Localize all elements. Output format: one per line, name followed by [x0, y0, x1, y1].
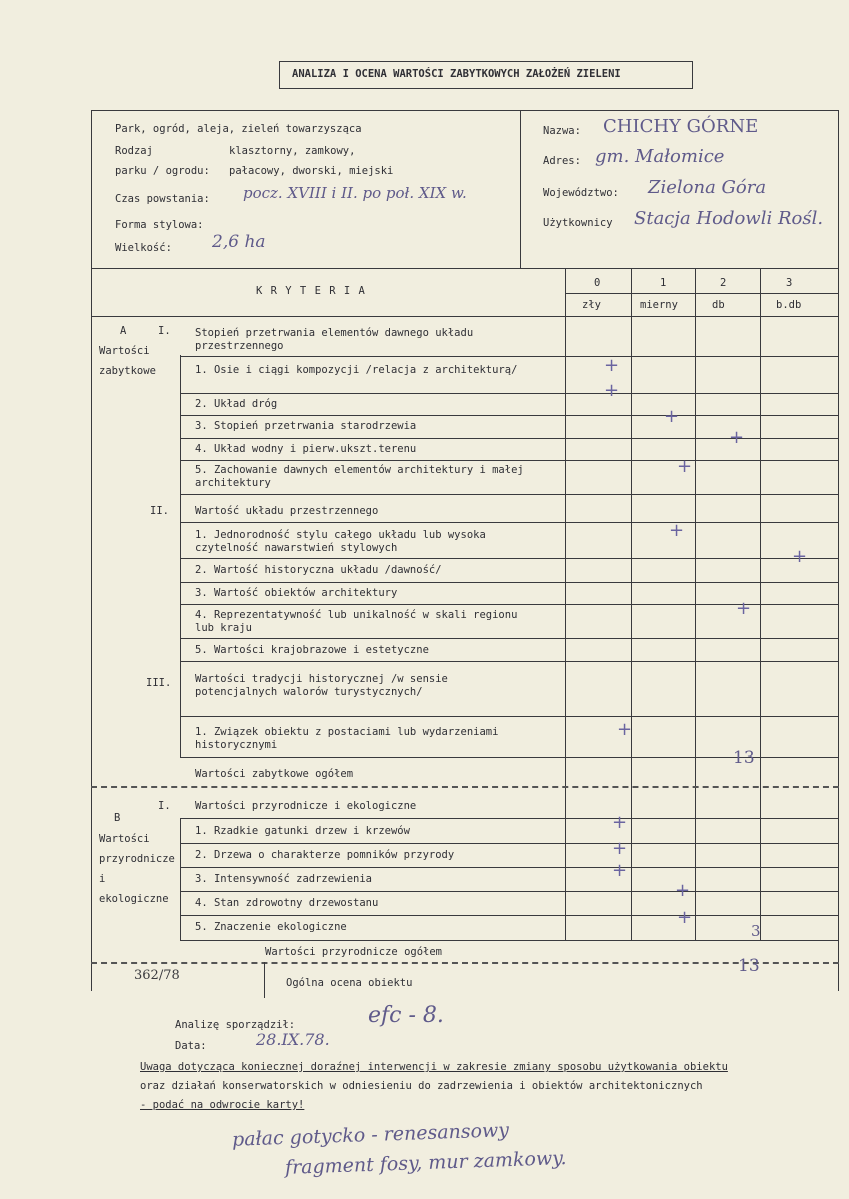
g3-item-1: 1. Związek obiektu z postaciami lub wydarzeniami historycznymi [195, 726, 499, 751]
rodzaj-value-2: pałacowy, dworski, miejski [229, 165, 394, 177]
header-bottom-line [91, 316, 839, 317]
section-a-roman-2: II. [150, 505, 169, 517]
note-line-3: - podać na odwrocie karty! [140, 1099, 305, 1111]
section-a-roman-1: I. [158, 325, 171, 337]
mark-b-5: + [677, 907, 693, 928]
score-0-num: 0 [594, 277, 601, 289]
mark-g1-5: + [677, 456, 693, 477]
overall-label: Ogólna ocena obiektu [286, 977, 413, 989]
row-line [180, 638, 839, 639]
handwritten-note-1: pałac gotycko - renesansowy [231, 1119, 510, 1151]
overall-left-line [264, 962, 265, 998]
row-line [180, 582, 839, 583]
czas-value: pocz. XVIII i II. po poł. XIX w. [243, 184, 467, 202]
section-a-letter: A [120, 325, 127, 337]
section-b-total: Wartości przyrodnicze ogółem [265, 946, 443, 958]
overall-divider-dashed [91, 962, 839, 964]
row-line [180, 558, 839, 559]
row-line [180, 716, 839, 717]
section-b-roman: I. [158, 800, 171, 812]
uzytkownicy-label: Użytkownicy [543, 217, 613, 229]
section-divider-dashed [91, 786, 839, 788]
kryteria-header: K R Y T E R I A [256, 285, 366, 297]
g2-item-3: 3. Wartość obiektów architektury [195, 587, 398, 599]
uzytkownicy-value: Stacja Hodowli Rośl. [634, 208, 824, 229]
b-item-5: 5. Znaczenie ekologiczne [195, 921, 347, 933]
mark-g2-1a: + [669, 520, 685, 541]
wojewodztwo-value: Zielona Góra [648, 177, 767, 198]
handwritten-note-2: fragment fosy, mur zamkowy. [284, 1147, 567, 1179]
g1-item-3: 3. Stopień przetrwania starodrzewia [195, 420, 417, 432]
date-value: 28.IX.78. [256, 1030, 330, 1049]
row-line [180, 661, 839, 662]
page-title: ANALIZA I OCENA WARTOŚCI ZABYTKOWYCH ZAŁOŻEŃ ZIELENI [292, 68, 621, 80]
note-line-1: Uwaga dotycząca koniecznej doraźnej interwencji w zakresie zmiany sposobu użytkowania obiektu [140, 1061, 728, 1073]
info-divider [520, 110, 521, 268]
type-line: Park, ogród, aleja, zieleń towarzysząca [115, 123, 362, 135]
g1-title: Stopień przetrwania elementów dawnego układu przestrzennego [195, 327, 474, 352]
mark-g1-1a: + [604, 355, 620, 376]
mark-g2-1b: + [792, 546, 808, 567]
g1-line [180, 356, 839, 357]
mark-g2-4: + [736, 598, 752, 619]
b-item-2: 2. Drzewa o charakterze pomników przyrody [195, 849, 455, 861]
czas-label: Czas powstania: [115, 193, 210, 205]
b-item-3: 3. Intensywność zadrzewienia [195, 873, 373, 885]
g1-item-4: 4. Układ wodny i pierw.ukszt.terenu [195, 443, 417, 455]
rodzaj-value-1: klasztorny, zamkowy, [229, 145, 356, 157]
g2-item-4: 4. Reprezentatywność lub unikalność w skali regionu lub kraju [195, 609, 518, 634]
table-top-line [91, 268, 839, 269]
rodzaj-label: Rodzaj [115, 145, 153, 157]
row-line [180, 867, 839, 868]
mark-b-3: + [612, 860, 628, 881]
g1-item-1: 1. Osie i ciągi kompozycji /relacja z architekturą/ [195, 364, 518, 376]
g2-item-5: 5. Wartości krajobrazowe i estetyczne [195, 644, 429, 656]
forma-label: Forma stylowa: [115, 219, 204, 231]
mark-b-4: + [675, 880, 691, 901]
section-b-total-score: 3 [751, 922, 761, 940]
row-line [180, 415, 839, 416]
date-label: Data: [175, 1040, 207, 1052]
row-line [180, 915, 839, 916]
author-signature: efc - 8. [368, 1003, 444, 1028]
nazwa-value: CHICHY GÓRNE [603, 116, 759, 137]
mark-g1-4: + [729, 427, 745, 448]
mark-b-1: + [612, 812, 628, 833]
g2-title: Wartość układu przestrzennego [195, 505, 379, 517]
parku-label: parku / ogrodu: [115, 165, 210, 177]
row-line [180, 940, 839, 941]
row-line [180, 522, 839, 523]
score-header-mid [565, 293, 839, 294]
row-line [180, 393, 839, 394]
overall-score: 13 [738, 956, 760, 976]
nazwa-label: Nazwa: [543, 125, 581, 137]
b-item-1: 1. Rzadkie gatunki drzew i krzewów [195, 825, 410, 837]
score-0-label: zły [582, 299, 601, 311]
row-line [180, 818, 839, 819]
ref-number: 362/78 [134, 968, 180, 983]
section-a-label-1: Wartości [99, 345, 150, 357]
wielkosc-label: Wielkość: [115, 242, 172, 254]
criteria-left-line-b [180, 818, 181, 941]
mark-g1-1b: + [604, 380, 620, 401]
g2-item-2: 2. Wartość historyczna układu /dawność/ [195, 564, 442, 576]
mark-g3-1: + [617, 719, 633, 740]
adres-value: gm. Małomice [595, 146, 725, 167]
section-b-title: Wartości przyrodnicze i ekologiczne [195, 800, 417, 812]
g1-item-2: 2. Układ dróg [195, 398, 278, 410]
score-3-num: 3 [786, 277, 793, 289]
section-a-total-score: 13 [733, 748, 755, 768]
score-2-label: db [712, 299, 725, 311]
author-label: Analizę sporządził: [175, 1019, 296, 1031]
mark-g1-3: + [664, 406, 680, 427]
section-a-total: Wartości zabytkowe ogółem [195, 768, 354, 780]
section-b-label: Wartości przyrodnicze i ekologiczne [99, 833, 175, 905]
score-1-label: mierny [640, 299, 678, 311]
row-line [180, 460, 839, 461]
score-2-num: 2 [720, 277, 727, 289]
score-1-num: 1 [660, 277, 667, 289]
adres-label: Adres: [543, 155, 581, 167]
wojewodztwo-label: Województwo: [543, 187, 619, 199]
row-line [180, 891, 839, 892]
g2-item-1: 1. Jednorodność stylu całego układu lub wysoka czytelność nawarstwień stylowych [195, 529, 486, 554]
wielkosc-value: 2,6 ha [212, 232, 266, 252]
score-3-label: b.db [776, 299, 802, 311]
section-a-roman-3: III. [146, 677, 172, 689]
section-a-label-2: zabytkowe [99, 365, 156, 377]
b-item-4: 4. Stan zdrowotny drzewostanu [195, 897, 379, 909]
row-line [180, 843, 839, 844]
mark-b-2: + [612, 838, 628, 859]
row-line [180, 494, 839, 495]
section-b-letter: B [114, 812, 121, 824]
g1-item-5: 5. Zachowanie dawnych elementów architektury i małej architektury [195, 464, 524, 489]
g3-title: Wartości tradycji historycznej /w sensie potencjalnych walorów turystycznych/ [195, 673, 448, 698]
note-line-2: oraz działań konserwatorskich w odniesieniu do zadrzewienia i obiektów architektonicznych [140, 1080, 703, 1092]
